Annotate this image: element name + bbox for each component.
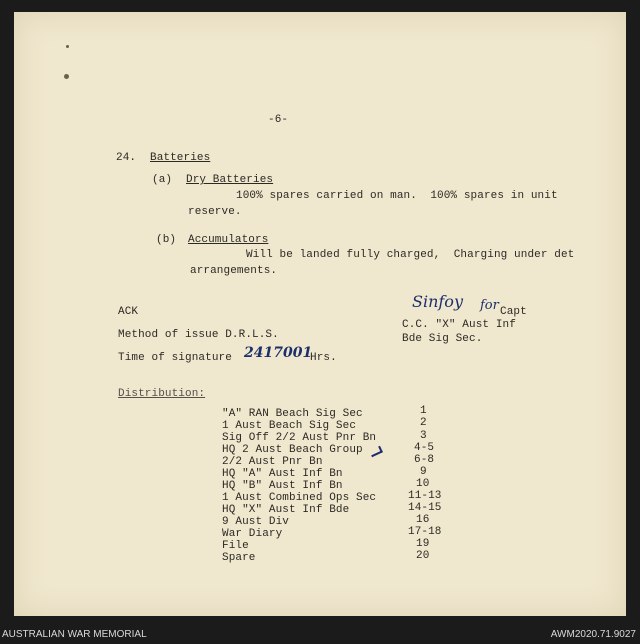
distribution-unit: HQ "X" Aust Inf Bde bbox=[222, 504, 350, 516]
time-label: Time of signature bbox=[118, 352, 232, 364]
distribution-copy: 20 bbox=[416, 550, 430, 562]
item-a-text: 100% spares carried on man. 100% spares in unit bbox=[236, 190, 558, 202]
item-b-label: (b) bbox=[156, 234, 177, 246]
signature-unit: Bde Sig Sec. bbox=[402, 333, 483, 345]
item-b-title: Accumulators bbox=[188, 234, 269, 246]
footer-credit: AUSTRALIAN WAR MEMORIAL bbox=[2, 629, 147, 640]
distribution-unit: War Diary bbox=[222, 528, 283, 540]
signature-for: for bbox=[480, 298, 499, 313]
distribution-copy: 16 bbox=[416, 514, 430, 526]
time-handwritten: 2417001 bbox=[244, 345, 313, 361]
item-a-text: reserve. bbox=[188, 206, 242, 218]
signature-rank: Capt bbox=[500, 306, 527, 318]
distribution-unit: 2/2 Aust Pnr Bn bbox=[222, 456, 323, 468]
punch-hole bbox=[64, 74, 69, 79]
page-number: -6- bbox=[268, 114, 289, 126]
distribution-heading: Distribution: bbox=[118, 388, 206, 400]
distribution-copy: 10 bbox=[416, 478, 430, 490]
distribution-copy: 2 bbox=[420, 417, 427, 429]
distribution-unit: HQ 2 Aust Beach Group bbox=[222, 444, 363, 456]
ack-label: ACK bbox=[118, 306, 139, 318]
distribution-copy: 14-15 bbox=[408, 502, 442, 514]
distribution-copy: 17-18 bbox=[408, 526, 442, 538]
item-b-text: arrangements. bbox=[190, 265, 278, 277]
item-b-text: Will be landed fully charged, Charging under det bbox=[246, 249, 575, 261]
distribution-copy: 19 bbox=[416, 538, 430, 550]
item-a-label: (a) bbox=[152, 174, 173, 186]
distribution-unit: Spare bbox=[222, 552, 256, 564]
distribution-copy: 6-8 bbox=[414, 454, 435, 466]
distribution-unit: 1 Aust Combined Ops Sec bbox=[222, 492, 377, 504]
signature-unit: C.C. "X" Aust Inf bbox=[402, 319, 516, 331]
distribution-copy: 9 bbox=[420, 466, 427, 478]
method-of-issue: Method of issue D.R.L.S. bbox=[118, 329, 279, 341]
item-a-title: Dry Batteries bbox=[186, 174, 274, 186]
punch-hole bbox=[66, 45, 69, 48]
check-mark bbox=[369, 446, 383, 457]
distribution-copy: 1 bbox=[420, 405, 427, 417]
distribution-unit: HQ "B" Aust Inf Bn bbox=[222, 480, 343, 492]
document-page bbox=[14, 12, 626, 616]
distribution-copy: 4-5 bbox=[414, 442, 435, 454]
section-title: Batteries bbox=[150, 152, 211, 164]
distribution-unit: HQ "A" Aust Inf Bn bbox=[222, 468, 343, 480]
distribution-unit: 1 Aust Beach Sig Sec bbox=[222, 420, 357, 432]
distribution-unit: Sig Off 2/2 Aust Pnr Bn bbox=[222, 432, 377, 444]
footer-accession-number: AWM2020.71.9027 bbox=[550, 629, 636, 640]
hrs-label: Hrs. bbox=[310, 352, 337, 364]
distribution-unit: 9 Aust Div bbox=[222, 516, 290, 528]
signature: Sinfoy bbox=[412, 292, 463, 311]
distribution-unit: "A" RAN Beach Sig Sec bbox=[222, 408, 363, 420]
distribution-unit: File bbox=[222, 540, 249, 552]
section-number: 24. bbox=[116, 152, 137, 164]
distribution-copy: 3 bbox=[420, 430, 427, 442]
distribution-copy: 11-13 bbox=[408, 490, 442, 502]
